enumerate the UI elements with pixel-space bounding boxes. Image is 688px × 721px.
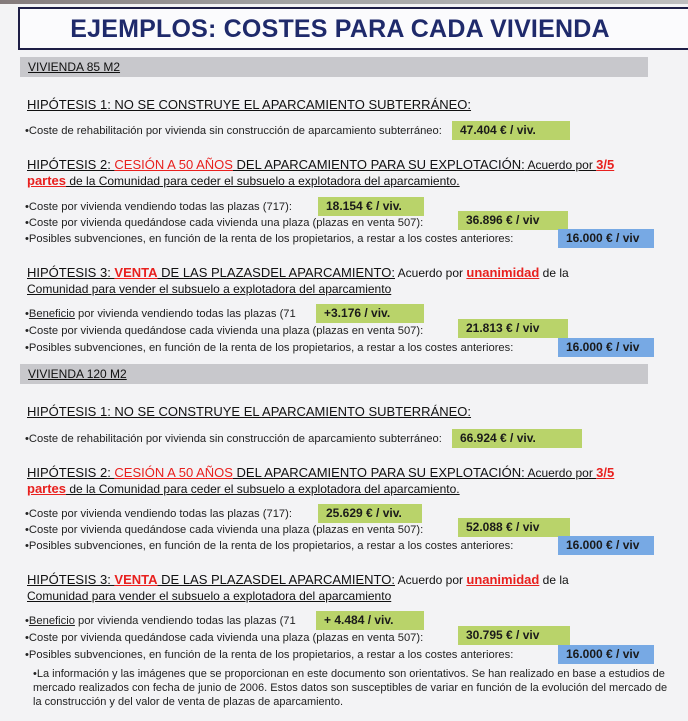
bullet: • bbox=[25, 308, 29, 320]
heading-prefix: HIPÓTESIS 3: bbox=[27, 572, 115, 587]
value-badge-blue: 16.000 € / viv bbox=[558, 645, 654, 664]
heading-prefix: HIPÓTESIS 2: bbox=[27, 465, 115, 480]
heading-prefix: HIPÓTESIS 3: bbox=[27, 265, 115, 280]
value-badge: + 4.484 / viv. bbox=[316, 611, 424, 630]
value-badge: 47.404 € / viv. bbox=[452, 121, 570, 140]
value-badge: 21.813 € / viv bbox=[458, 319, 568, 338]
heading-partes: partes bbox=[27, 481, 67, 496]
heading-tail: Acuerdo por bbox=[524, 466, 597, 480]
benefit-line bbox=[25, 612, 296, 630]
value-badge: 30.795 € / viv bbox=[458, 626, 570, 645]
section-header-85m2 bbox=[20, 57, 648, 77]
value-badge: 25.629 € / viv. bbox=[318, 504, 422, 523]
value-badge-blue: 16.000 € / viv bbox=[558, 229, 654, 248]
page-title: EJEMPLOS: COSTES PARA CADA VIVIENDA bbox=[70, 15, 610, 43]
section-header-120m2 bbox=[20, 364, 648, 384]
benefit-line bbox=[25, 305, 296, 323]
section-label: VIVIENDA 120 M2 bbox=[28, 367, 127, 381]
cost-line: •Coste por vivienda vendiendo todas las plazas (717): bbox=[25, 201, 292, 213]
benefit-word: Beneficio bbox=[28, 308, 75, 320]
subsidy-line: •Posibles subvenciones, en función de la renta de los propietarios, a restar a los costes anteriores: bbox=[25, 649, 514, 661]
cost-line: •Coste por vivienda quedándose cada vivienda una plaza (plazas en venta 507): bbox=[25, 325, 424, 337]
heading-highlight: VENTA bbox=[114, 265, 158, 280]
value-badge: 18.154 € / viv. bbox=[318, 197, 424, 216]
heading-prefix: HIPÓTESIS 2: bbox=[27, 157, 115, 172]
heading-highlight: CESIÓN A 50 AÑOS bbox=[114, 465, 233, 480]
heading-unanimidad: unanimidad bbox=[466, 572, 540, 587]
heading-line2: Comunidad para vender el subsuelo a explotadora del aparcamiento bbox=[27, 589, 392, 603]
heading-unanimidad: unanimidad bbox=[466, 265, 540, 280]
benefit-word: Beneficio bbox=[28, 615, 75, 627]
cost-line: •Coste por vivienda vendiendo todas las plazas (717): bbox=[25, 508, 292, 520]
title-box bbox=[18, 7, 688, 50]
subsidy-line: •Posibles subvenciones, en función de la renta de los propietarios, a restar a los costes anteriores: bbox=[25, 342, 514, 354]
heading-fraction: 3/5 bbox=[596, 465, 615, 480]
value-badge: 52.088 € / viv bbox=[458, 518, 570, 537]
heading-line2: Comunidad para vender el subsuelo a explotadora del aparcamiento bbox=[27, 282, 392, 296]
benefit-text: por vivienda vendiendo todas las plazas (71 bbox=[74, 308, 296, 320]
heading-fraction: 3/5 bbox=[596, 157, 615, 172]
heading-tail: Acuerdo por bbox=[394, 266, 467, 280]
top-edge-line bbox=[0, 0, 688, 4]
value-badge: 36.896 € / viv bbox=[458, 211, 568, 230]
hypothesis-1-line: •Coste de rehabilitación por vivienda sin construcción de aparcamiento subterráneo: bbox=[25, 433, 442, 445]
heading-middle: DE LAS PLAZASDEL APARCAMIENTO: bbox=[157, 265, 395, 280]
heading-rest: de la Comunidad para ceder el subsuelo a explotadora del aparcamiento. bbox=[66, 174, 460, 188]
value-badge: +3.176 / viv. bbox=[316, 304, 424, 323]
cost-line: •Coste por vivienda quedándose cada vivienda una plaza (plazas en venta 507): bbox=[25, 524, 424, 536]
hypothesis-3-heading bbox=[27, 572, 627, 604]
hypothesis-1-line: •Coste de rehabilitación por vivienda sin construcción de aparcamiento subterráneo: bbox=[25, 125, 442, 137]
disclaimer-note: •La información y las imágenes que se proporcionan en este documento son orientativos. Se han realizado en base a estudios de mercado realizados con fecha de junio de 2006. Estos datos son susceptibles de variar en función de la evolución del mercado de la construcción y del valor de venta de plazas de aparcamiento. bbox=[33, 668, 668, 708]
value-badge-blue: 16.000 € / viv bbox=[558, 536, 654, 555]
cost-line: •Coste por vivienda quedándose cada vivienda una plaza (plazas en venta 507): bbox=[25, 217, 424, 229]
value-badge: 66.924 € / viv. bbox=[452, 429, 582, 448]
hypothesis-1-heading: HIPÓTESIS 1: NO SE CONSTRUYE EL APARCAMIENTO SUBTERRÁNEO: bbox=[27, 404, 472, 419]
heading-tail2: de la bbox=[539, 266, 569, 280]
hypothesis-3-heading bbox=[27, 265, 627, 297]
heading-middle: DE LAS PLAZASDEL APARCAMIENTO: bbox=[157, 572, 395, 587]
heading-highlight: CESIÓN A 50 AÑOS bbox=[114, 157, 233, 172]
hypothesis-2-heading bbox=[27, 157, 627, 189]
heading-rest: de la Comunidad para ceder el subsuelo a explotadora del aparcamiento. bbox=[66, 482, 460, 496]
subsidy-line: •Posibles subvenciones, en función de la renta de los propietarios, a restar a los costes anteriores: bbox=[25, 233, 514, 245]
heading-tail: Acuerdo por bbox=[394, 573, 467, 587]
heading-middle: DEL APARCAMIENTO PARA SU EXPLOTACIÓN: bbox=[232, 157, 525, 172]
bullet: • bbox=[25, 615, 29, 627]
cost-line: •Coste por vivienda quedándose cada vivienda una plaza (plazas en venta 507): bbox=[25, 632, 424, 644]
hypothesis-1-heading: HIPÓTESIS 1: NO SE CONSTRUYE EL APARCAMIENTO SUBTERRÁNEO: bbox=[27, 97, 472, 112]
heading-tail: Acuerdo por bbox=[524, 158, 597, 172]
heading-highlight: VENTA bbox=[114, 572, 158, 587]
benefit-text: por vivienda vendiendo todas las plazas (71 bbox=[74, 615, 296, 627]
heading-middle: DEL APARCAMIENTO PARA SU EXPLOTACIÓN: bbox=[232, 465, 525, 480]
value-badge-blue: 16.000 € / viv bbox=[558, 338, 654, 357]
subsidy-line: •Posibles subvenciones, en función de la renta de los propietarios, a restar a los costes anteriores: bbox=[25, 540, 514, 552]
heading-partes: partes bbox=[27, 173, 67, 188]
heading-tail2: de la bbox=[539, 573, 569, 587]
section-label: VIVIENDA 85 M2 bbox=[28, 60, 121, 74]
hypothesis-2-heading bbox=[27, 465, 627, 497]
